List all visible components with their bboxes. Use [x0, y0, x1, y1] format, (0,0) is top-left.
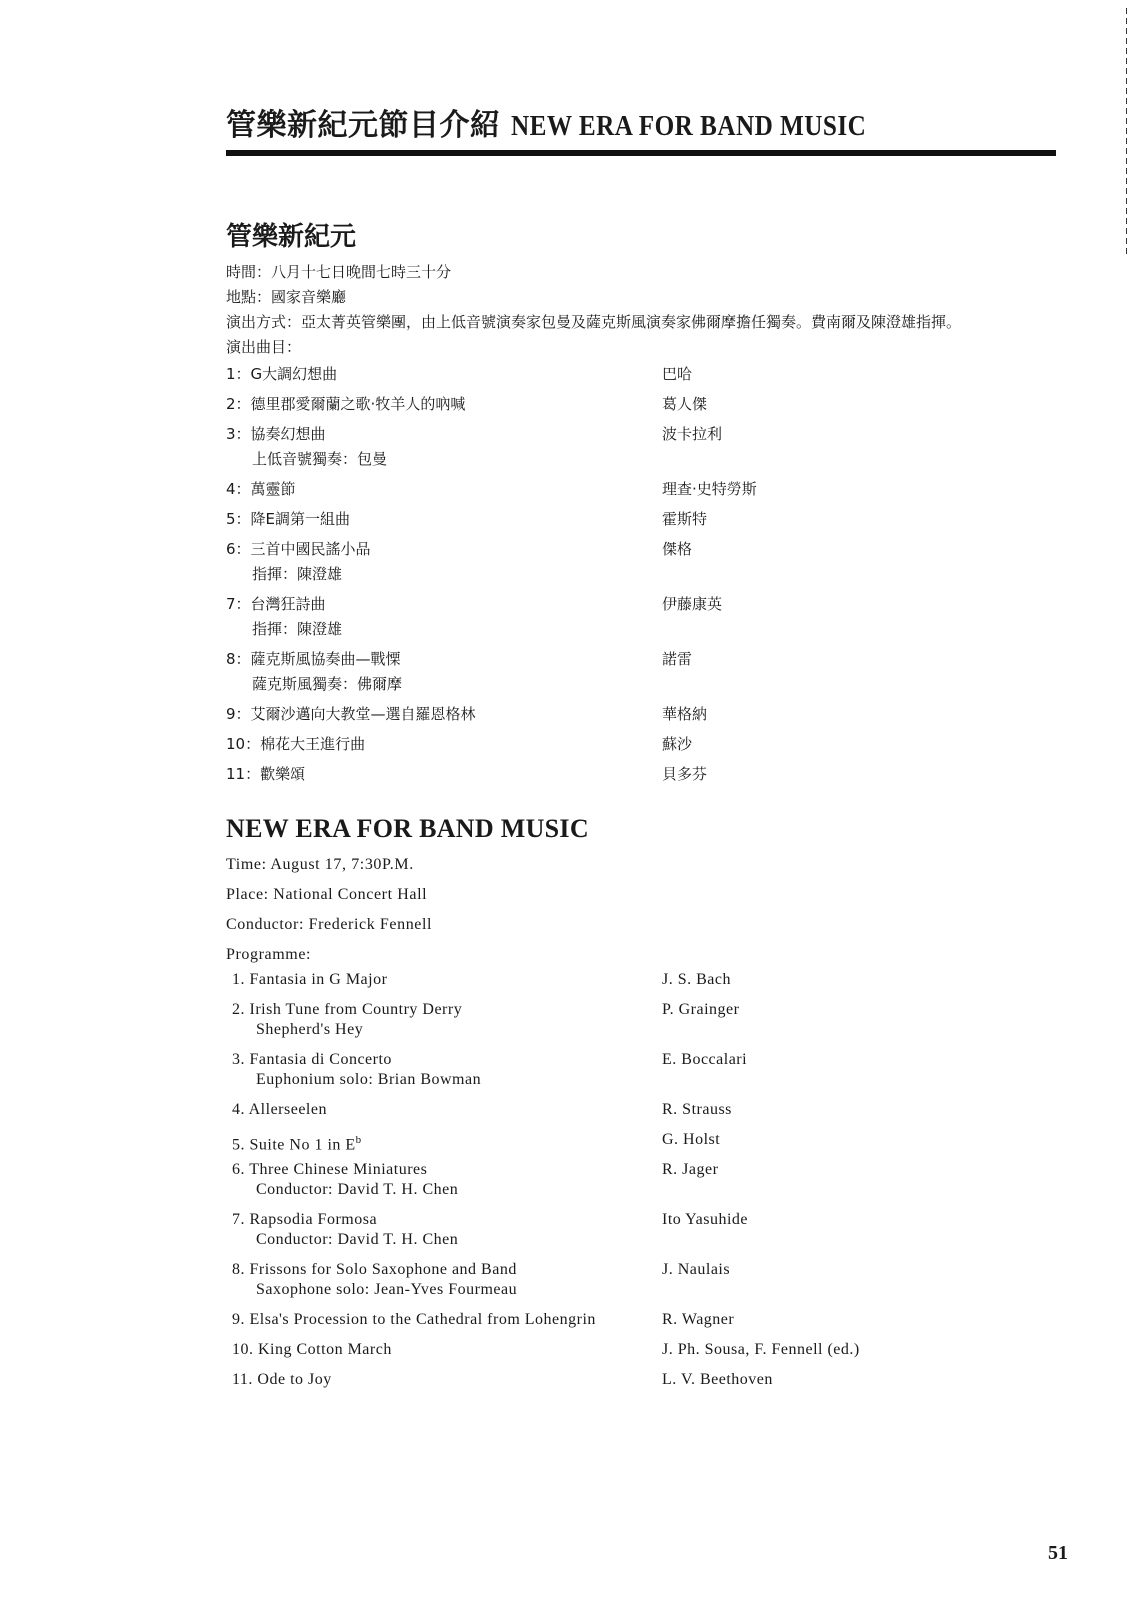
programme-item	[226, 1340, 1066, 1360]
programme-item-composer-col	[662, 1160, 1066, 1200]
programme-item-title	[232, 1370, 662, 1390]
programme-item-title-text: 7：台灣狂詩曲	[226, 595, 326, 613]
programme-item-work	[226, 1160, 662, 1200]
programme-item-composer-col	[662, 592, 1066, 642]
en-programme-label: Programme:	[226, 946, 312, 963]
programme-item	[226, 422, 1066, 472]
programme-item-title	[226, 702, 662, 727]
en-section-title: NEW ERA FOR BAND MUSIC	[226, 814, 589, 843]
programme-item-work	[226, 422, 662, 472]
programme-item-note: 指揮：陳澄雄	[252, 565, 343, 583]
programme-item	[226, 537, 1066, 587]
programme-item-title-text: 2：德里郡愛爾蘭之歌‧牧羊人的吶喊	[226, 395, 466, 413]
programme-item-work	[226, 702, 662, 727]
programme-item-title-text: 11. Ode to Joy	[232, 1371, 332, 1388]
programme-item-composer: R. Strauss	[662, 1101, 732, 1118]
programme-item-composer: P. Grainger	[662, 1001, 740, 1018]
en-programme-list	[226, 970, 1066, 1390]
programme-item-work	[226, 477, 662, 502]
zh-programme-section	[226, 214, 1066, 792]
programme-item-composer: 傑格	[662, 540, 693, 558]
programme-item-title-text: 8. Frissons for Solo Saxophone and Band	[232, 1261, 517, 1278]
en-place: Place: National Concert Hall	[226, 886, 428, 903]
programme-item-title-text: 4. Allerseelen	[232, 1101, 327, 1118]
programme-item-composer-col	[662, 1310, 1066, 1330]
programme-item-composer: R. Jager	[662, 1161, 719, 1178]
programme-item-title	[226, 732, 662, 757]
programme-item-work	[226, 762, 662, 787]
programme-item-title-text: 1. Fantasia in G Major	[232, 971, 388, 988]
programme-item-composer: E. Boccalari	[662, 1051, 748, 1068]
programme-item-composer: 巴哈	[662, 365, 693, 383]
programme-item-composer: 葛人傑	[662, 395, 708, 413]
programme-item-composer-col	[662, 1100, 1066, 1120]
programme-item-composer-col	[662, 537, 1066, 587]
programme-item-note: Shepherd's Hey	[256, 1021, 364, 1038]
programme-item-title	[232, 1260, 662, 1280]
programme-item-composer: 伊藤康英	[662, 595, 723, 613]
programme-item-work	[226, 392, 662, 417]
programme-item-composer-col	[662, 1000, 1066, 1040]
programme-item-title	[232, 1310, 662, 1330]
header-rule	[226, 150, 1056, 156]
programme-item	[226, 592, 1066, 642]
programme-item-work	[226, 592, 662, 642]
programme-item-composer: 霍斯特	[662, 510, 708, 528]
programme-item-title	[232, 1160, 662, 1180]
programme-item-composer: Ito Yasuhide	[662, 1211, 749, 1228]
programme-item-note: Saxophone solo: Jean-Yves Fourmeau	[256, 1281, 518, 1298]
programme-item	[226, 507, 1066, 532]
programme-item-title-text: 10. King Cotton March	[232, 1341, 392, 1358]
programme-item	[226, 1370, 1066, 1390]
programme-item-title-text: 5：降E調第一組曲	[226, 510, 351, 528]
programme-item-title	[226, 392, 662, 417]
zh-time: 時間：八月十七日晚間七時三十分	[226, 263, 452, 281]
programme-item-work	[226, 1340, 662, 1360]
page-header	[226, 104, 1056, 149]
zh-section-title: 管樂新紀元	[226, 222, 357, 252]
programme-item-title	[226, 592, 662, 617]
programme-item-composer-col	[662, 422, 1066, 472]
programme-item-title	[226, 362, 662, 387]
programme-item-composer: J. S. Bach	[662, 971, 731, 988]
page-title-zh: 管樂新紀元節目介紹	[226, 108, 501, 143]
programme-item-note: 薩克斯風獨奏：佛爾摩	[252, 675, 403, 693]
programme-item-composer: 波卡拉利	[662, 425, 723, 443]
programme-item-title-text: 2. Irish Tune from Country Derry	[232, 1001, 463, 1018]
zh-programme-list	[226, 362, 1066, 787]
programme-item-composer: J. Naulais	[662, 1261, 731, 1278]
programme-item-title-text: 5. Suite No 1 in E	[232, 1136, 356, 1154]
programme-item-composer-col	[662, 647, 1066, 697]
programme-item-note: 指揮：陳澄雄	[252, 620, 343, 638]
programme-item-title	[232, 1210, 662, 1230]
programme-item-work	[226, 1260, 662, 1300]
programme-item-title	[226, 507, 662, 532]
programme-item-title	[226, 477, 662, 502]
programme-item-composer-col	[662, 732, 1066, 757]
programme-item-work	[226, 507, 662, 532]
programme-item-composer-col	[662, 392, 1066, 417]
programme-item-composer-col	[662, 1050, 1066, 1090]
programme-item-composer: G. Holst	[662, 1131, 721, 1148]
zh-place: 地點：國家音樂廳	[226, 288, 347, 306]
programme-item-work	[226, 1050, 662, 1090]
programme-item-note: Euphonium solo: Brian Bowman	[256, 1071, 482, 1088]
programme-item-title-text: 6：三首中國民謠小品	[226, 540, 371, 558]
programme-item-title-text: 1：G大調幻想曲	[226, 365, 338, 383]
programme-item-work	[226, 1000, 662, 1040]
programme-item-work	[226, 537, 662, 587]
programme-item-composer-col	[662, 1370, 1066, 1390]
programme-item-work	[226, 1130, 662, 1154]
en-conductor: Conductor: Frederick Fennell	[226, 916, 433, 933]
programme-item-composer-col	[662, 507, 1066, 532]
programme-item-title-text: 4：萬靈節	[226, 480, 296, 498]
programme-item	[226, 1130, 1066, 1154]
programme-item-composer: 貝多芬	[662, 765, 708, 783]
page-number: 51	[1048, 1542, 1068, 1564]
programme-item-composer: 諾雷	[662, 650, 693, 668]
programme-item-work	[226, 732, 662, 757]
programme-item	[226, 1000, 1066, 1040]
programme-item-title-text: 8：薩克斯風協奏曲—戰慄	[226, 650, 401, 668]
programme-item-composer: J. Ph. Sousa, F. Fennell (ed.)	[662, 1341, 860, 1358]
programme-item-work	[226, 1210, 662, 1250]
programme-item-composer-col	[662, 970, 1066, 990]
programme-item-composer-col	[662, 362, 1066, 387]
programme-item-composer-col	[662, 1340, 1066, 1360]
programme-item-composer-col	[662, 1260, 1066, 1300]
programme-item-composer-col	[662, 1130, 1066, 1150]
programme-item-composer: R. Wagner	[662, 1311, 735, 1328]
programme-item-composer: 華格納	[662, 705, 708, 723]
programme-item-title-text: 9. Elsa's Procession to the Cathedral from Lohengrin	[232, 1311, 596, 1328]
programme-item	[226, 1160, 1066, 1200]
programme-item-work	[226, 362, 662, 387]
page-title	[226, 104, 1056, 149]
zh-performance: 演出方式：亞太菁英管樂團，由上低音號演奏家包曼及薩克斯風演奏家佛爾摩擔任獨奏。費南爾及陳澄雄指揮。	[226, 313, 962, 331]
page-title-en: NEW ERA FOR BAND MUSIC	[510, 111, 866, 142]
programme-item-title	[232, 1000, 662, 1020]
programme-item-composer: 理查‧史特勞斯	[662, 480, 757, 498]
programme-item-work	[226, 1100, 662, 1120]
programme-item-superscript: b	[355, 1134, 362, 1146]
programme-item-title	[232, 970, 662, 990]
programme-item-note: 上低音號獨奏：包曼	[252, 450, 388, 468]
programme-item	[226, 362, 1066, 387]
programme-item-title	[226, 647, 662, 672]
programme-item-title	[232, 1050, 662, 1070]
programme-item-title	[226, 762, 662, 787]
programme-item-title	[226, 537, 662, 562]
programme-item	[226, 392, 1066, 417]
programme-item	[226, 1260, 1066, 1300]
programme-item-title-text: 9：艾爾沙邁向大教堂—選自羅恩格林	[226, 705, 476, 723]
programme-item	[226, 1050, 1066, 1090]
programme-item	[226, 732, 1066, 757]
programme-item-work	[226, 1370, 662, 1390]
programme-item-work	[226, 970, 662, 990]
programme-item-work	[226, 647, 662, 697]
programme-item-title	[226, 422, 662, 447]
programme-item-composer-col	[662, 762, 1066, 787]
programme-item-composer: 蘇沙	[662, 735, 693, 753]
programme-item-note: Conductor: David T. H. Chen	[256, 1181, 459, 1198]
programme-item-title-text: 3. Fantasia di Concerto	[232, 1051, 392, 1068]
en-time: Time: August 17, 7:30P.M.	[226, 856, 414, 873]
programme-item-title-text: 10：棉花大王進行曲	[226, 735, 366, 753]
programme-item-composer-col	[662, 1210, 1066, 1250]
programme-item-title-text: 6. Three Chinese Miniatures	[232, 1161, 428, 1178]
programme-item-composer-col	[662, 477, 1066, 502]
programme-item-title-text: 11：歡樂頌	[226, 765, 306, 783]
programme-item-composer: L. V. Beethoven	[662, 1371, 773, 1388]
programme-item	[226, 970, 1066, 990]
programme-item	[226, 477, 1066, 502]
programme-item-title	[232, 1130, 662, 1154]
programme-item-note: Conductor: David T. H. Chen	[256, 1231, 459, 1248]
page-edge-mark	[1126, 8, 1127, 258]
en-programme-section	[226, 808, 1066, 1400]
programme-item	[226, 1210, 1066, 1250]
programme-item-work	[226, 1310, 662, 1330]
programme-item	[226, 647, 1066, 697]
programme-item-title-text: 3：協奏幻想曲	[226, 425, 326, 443]
programme-item-title	[232, 1100, 662, 1120]
zh-programme-label: 演出曲目：	[226, 338, 302, 356]
programme-item-composer-col	[662, 702, 1066, 727]
programme-item	[226, 1310, 1066, 1330]
programme-item-title	[232, 1340, 662, 1360]
programme-item	[226, 702, 1066, 727]
programme-item	[226, 1100, 1066, 1120]
programme-item	[226, 762, 1066, 787]
programme-item-title-text: 7. Rapsodia Formosa	[232, 1211, 378, 1228]
